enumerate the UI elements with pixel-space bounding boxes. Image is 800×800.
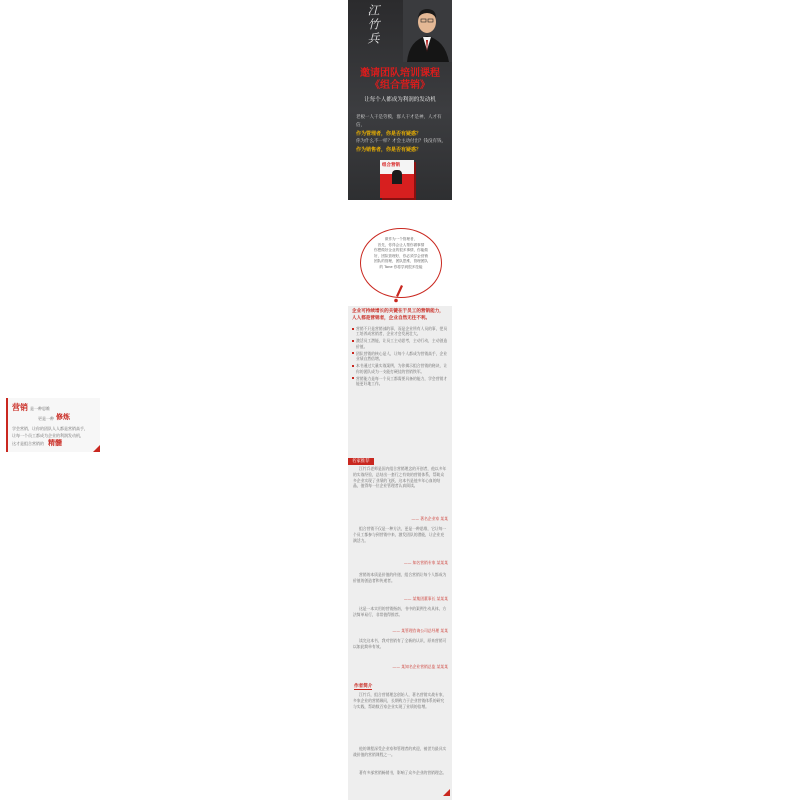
book-cover-portrait <box>392 170 402 184</box>
review-signature: —— 某知名企业营销总监 某某某 <box>392 664 448 669</box>
review-signature: —— 知名营销专家 某某某 <box>403 560 448 565</box>
quote-text: 让每一个员工都成为企业的利润发动机， <box>12 433 84 438</box>
circle-line: 你想做好企业的很多事情，你能做 <box>374 248 428 253</box>
quote-text: 更是一种 <box>38 416 54 421</box>
review-paragraph: 营销的本质是价值的传递，组合营销让每个人都成为价值的创造者和传递者。 <box>353 572 447 583</box>
list-item: 本书通过大量实战案例，为你揭示组合营销的秘诀，让你的团队成为一支能打硬仗的营销铁军。 <box>352 363 448 374</box>
banner-text-block <box>356 114 448 154</box>
circle-callout <box>360 228 444 304</box>
corner-mark <box>443 789 450 796</box>
quote-keyword: 修炼 <box>56 412 70 421</box>
circle-line: 团队的管理，团队思维，管理团队 <box>374 259 428 264</box>
intro-heading: 企业可持续增长的关键在于员工的营销能力，人人都是营销者，企业自然无往不利。 <box>352 309 444 321</box>
quote-text: 是一种思维 <box>30 406 50 411</box>
book-cover <box>380 160 414 198</box>
author-paragraph: 江竹兵，组合营销理念创始人，著名营销实战专家，多家企业的营销顾问，长期致力于企业营销体系的研究与实践，帮助数百家企业实现了业绩的倍增。 <box>353 692 447 709</box>
circle-line: 好，团队管理好，你必须学会营销 <box>374 253 428 258</box>
circle-text <box>369 237 433 271</box>
intro-list <box>352 326 448 388</box>
review-signature: —— 某管理咨询公司总经理 某某 <box>392 628 448 633</box>
section-tag: 名家推荐 <box>348 458 374 465</box>
author-paragraph: 他的课程深受企业家和管理者的欢迎，被誉为最具实战价值的营销课程之一。 <box>353 746 447 757</box>
quote-keyword: 营销 <box>12 402 28 412</box>
circle-line: 做作为一个管理者， <box>384 237 418 241</box>
author-photo <box>403 0 452 62</box>
list-item: 营销能力是每一个员工都需要具备的能力，学会营销才能更好地工作。 <box>352 376 448 387</box>
review-paragraph: 读完这本书，我对营销有了全新的认识，原来营销可以如此简单有效。 <box>353 638 447 649</box>
author-panel <box>348 680 452 800</box>
review-signature: —— 某集团董事长 某某某 <box>403 596 448 601</box>
author-paragraph: 著有多部营销畅销书，影响了众多企业的营销理念。 <box>359 770 447 775</box>
review-signature: —— 著名企业家 某某 <box>411 516 448 521</box>
banner-subtitle: 让每个人都成为利润的发动机 <box>364 97 436 103</box>
section-tag: 作者简介 <box>354 684 373 689</box>
exclamation-icon <box>394 285 404 303</box>
review-paragraph: 这是一本实用的营销指南，书中的案例生动具体，方法简单易行，非常值得推荐。 <box>353 606 447 617</box>
banner-line: 你为什么不一样？才会主动付出？钱没有钱， <box>356 139 446 144</box>
review-paragraph: 江竹兵老师是国内组合营销理念的开创者，他以多年的实战经验，总结出一套行之有效的营销体系，帮助众多企业实现了业绩的飞跃，这本书是他多年心血的结晶，值得每一位企业管理者认真阅读。 <box>353 466 447 489</box>
quote-text: 学会营销，让你的团队人人都是营销高手， <box>12 426 88 431</box>
quote-text: 这才是组合营销的 <box>12 441 44 446</box>
banner-line-highlight: 作为管理者，你是否有疑惑？ <box>356 131 422 137</box>
circle-line: 的 Tone 你将学到很多技能 <box>379 264 423 269</box>
banner-line-highlight: 作为销售者，你是否有疑惑？ <box>356 147 422 153</box>
book-title: 组合营销 <box>382 163 400 168</box>
banner-title-line2: 《组合营销》 <box>370 80 430 91</box>
calligraphy-signature: 江竹兵 <box>366 4 380 46</box>
quote-box <box>6 398 100 452</box>
corner-mark <box>93 445 100 452</box>
banner-title-line1: 邀请团队培训课程 <box>360 68 440 79</box>
intro-panel <box>348 306 452 458</box>
list-item: 营销不只是营销部的事，而是企业所有人员的事，把员工培养成营销者，企业才会发展壮大。 <box>352 326 448 337</box>
list-item: 激活员工潜能，让员工主动思考，主动行动，主动创造价值。 <box>352 338 448 349</box>
banner-line: 老板一人干是劳模，群人干才是神，人才有信， <box>356 115 442 128</box>
hero-banner <box>348 0 452 200</box>
list-item: 团队营销的核心是人，让每个人都成为营销高手，企业业绩自然倍增。 <box>352 351 448 362</box>
circle-line: 首先，你得会让人帮你做事情 <box>377 242 425 247</box>
recommend-panel <box>348 458 452 680</box>
quote-keyword: 精髓 <box>48 438 62 447</box>
review-paragraph: 组合营销不仅是一种方法，更是一种思维，它让每一个员工都参与到营销中来，激发团队的潜能，让企业充满活力。 <box>353 526 447 543</box>
